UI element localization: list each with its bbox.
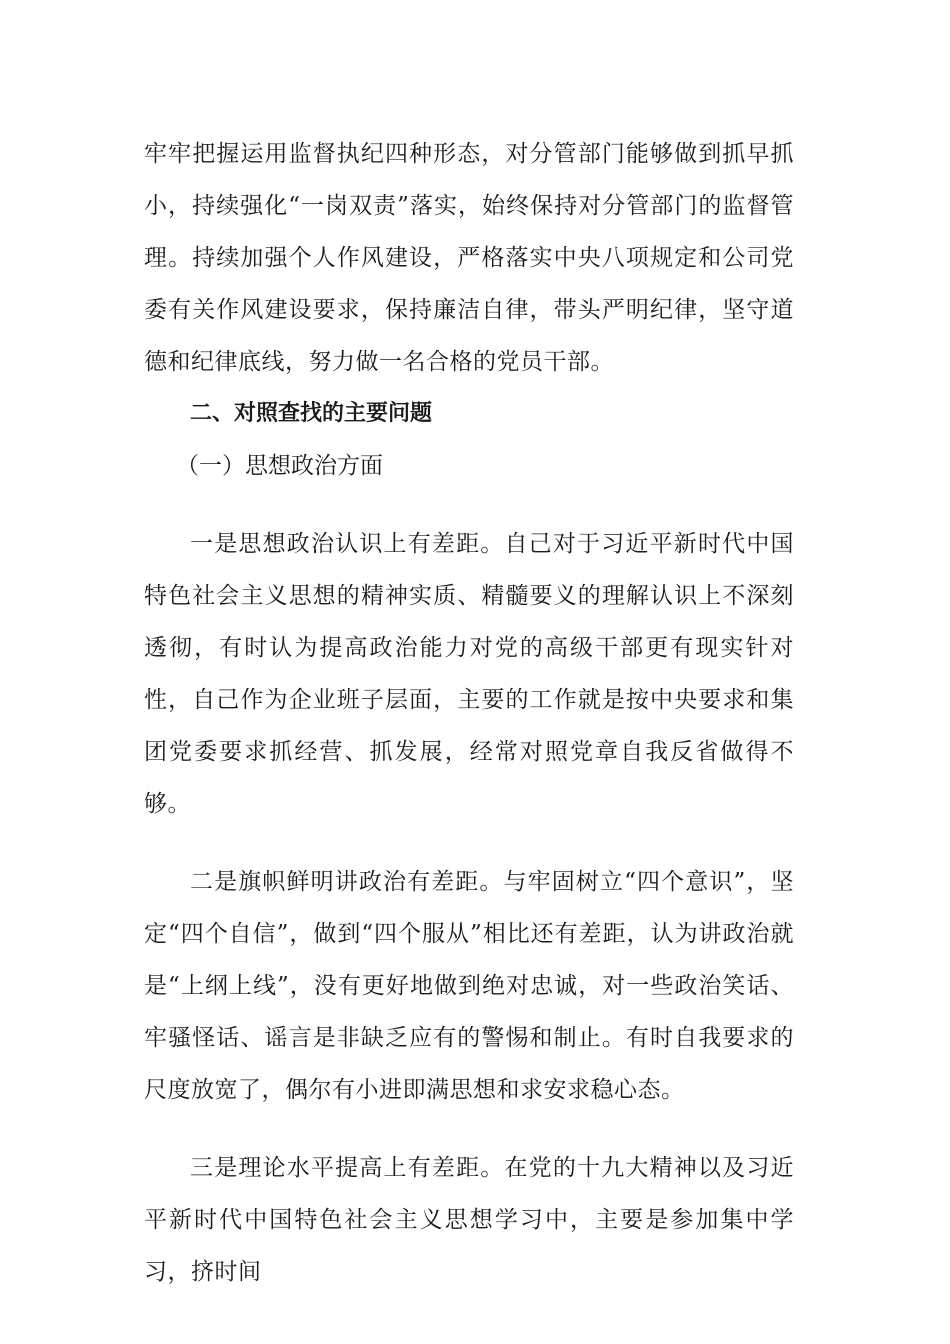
section-heading: 二、对照查找的主要问题 xyxy=(190,401,433,426)
paragraph-political-stance: 二是旗帜鲜明讲政治有差距。与牢固树立“四个意识”，坚定“四个自信”，做到“四个服从”相比还有差距，认为讲政治就是“上纲上线”，没有更好地做到绝对忠诚，对一些政治笑话、牢骚怪话、谣言是非缺乏应有的警惕和制止。有时自我要求的尺度放宽了，偶尔有小进即满思想和求安求稳心态。 xyxy=(144,869,794,1103)
document-page xyxy=(144,128,794,1298)
subsection-heading: （一）思想政治方面 xyxy=(176,453,383,479)
paragraph-theory-level: 三是理论水平提高上有差距。在党的十九大精神以及习近平新时代中国特色社会主义思想学习中，主要是参加集中学习，挤时间 xyxy=(144,1155,794,1285)
paragraph-ideological-awareness: 一是思想政治认识上有差距。自己对于习近平新时代中国特色社会主义思想的精神实质、精髓要义的理解认识上不深刻透彻，有时认为提高政治能力对党的高级干部更有现实针对性，自己作为企业班子层面，主要的工作就是按中央要求和集团党委要求抓经营、抓发展，经常对照党章自我反省做得不够。 xyxy=(144,531,794,817)
paragraph-continued: 牢牢把握运用监督执纪四种形态，对分管部门能够做到抓早抓小，持续强化“一岗双责”落实，始终保持对分管部门的监督管理。持续加强个人作风建设，严格落实中央八项规定和公司党委有关作风建设要求，保持廉洁自律，带头严明纪律，坚守道德和纪律底线，努力做一名合格的党员干部。 xyxy=(144,141,794,375)
